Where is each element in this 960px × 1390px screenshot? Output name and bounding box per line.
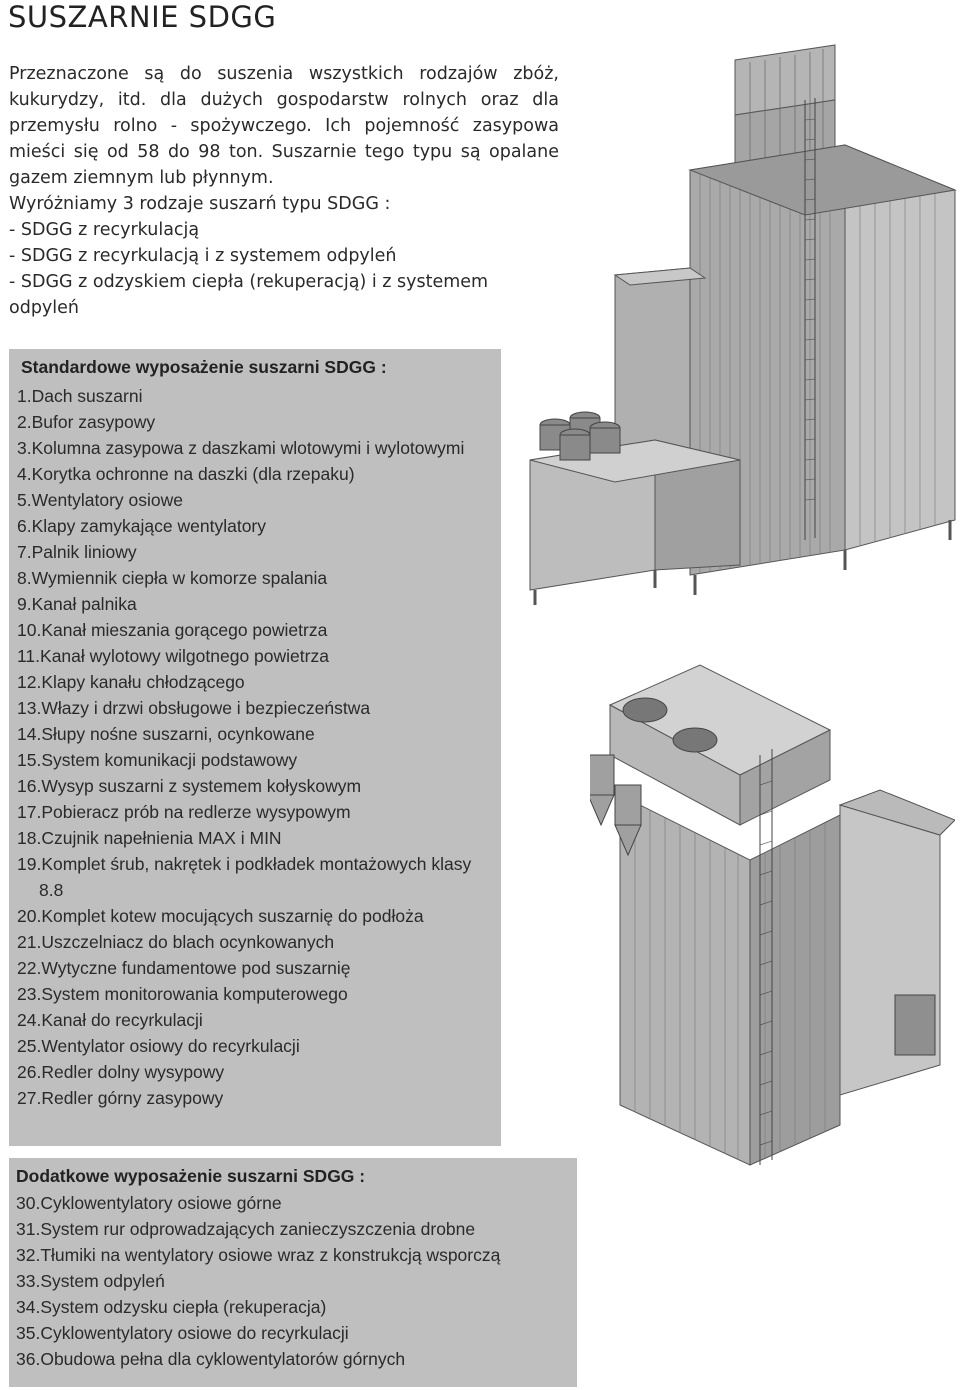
list-item: 21.Uszczelniacz do blach ocynkowanych [17,932,335,952]
type-item: - SDGG z recyrkulacją i z systemem odpyleń [9,246,397,266]
list-item: 2.Bufor zasypowy [17,412,156,432]
additional-equipment-list [16,1190,571,1372]
dryer-illustration-bottom [590,635,955,1175]
list-item: 14.Słupy nośne suszarni, ocynkowane [17,724,315,744]
list-item: 24.Kanał do recyrkulacji [17,1010,203,1030]
intro-line: mieści się od 58 do 98 ton. Suszarnie tego typu są opalane [9,142,559,162]
intro-text [9,61,559,321]
list-item: 25.Wentylator osiowy do recyrkulacji [17,1036,300,1056]
list-item: 12.Klapy kanału chłodzącego [17,672,245,692]
intro-line: kukurydzy, itd. dla dużych gospodarstw rolnych oraz dla [9,90,559,110]
list-item: 1.Dach suszarni [17,386,143,406]
list-item: 15.System komunikacji podstawowy [17,750,298,770]
type-item: - SDGG z recyrkulacją [9,220,200,240]
type-item: - SDGG z odzyskiem ciepła (rekuperacją) i z systemem odpyleń [9,272,489,318]
list-item: 31.System rur odprowadzających zanieczyszczenia drobne [16,1219,476,1239]
standard-equipment-box [9,349,501,1146]
list-item: 3.Kolumna zasypowa z daszkami wlotowymi i wylotowymi [17,438,465,458]
list-item: 19.Komplet śrub, nakrętek i podkładek montażowych klasy 8.8 [17,854,472,900]
list-item: 27.Redler górny zasypowy [17,1088,224,1108]
list-item: 9.Kanał palnika [17,594,137,614]
list-item: 26.Redler dolny wysypowy [17,1062,225,1082]
list-item: 16.Wysyp suszarni z systemem kołyskowym [17,776,362,796]
list-item: 30.Cyklowentylatory osiowe górne [16,1193,282,1213]
list-item: 10.Kanał mieszania gorącego powietrza [17,620,328,640]
additional-equipment-heading: Dodatkowe wyposażenie suszarni SDGG : [16,1166,366,1186]
list-item: 32.Tłumiki na wentylatory osiowe wraz z konstrukcją wsporczą [16,1245,501,1265]
intro-line: przemysłu rolno - spożywczego. Ich pojemność zasypowa [9,116,559,136]
page-title: SUSZARNIE SDGG [8,0,277,34]
list-item: 23.System monitorowania komputerowego [17,984,348,1004]
list-item: 8.Wymiennik ciepła w komorze spalania [17,568,328,588]
types-heading: Wyróżniamy 3 rodzaje suszarń typu SDGG : [9,194,391,214]
list-item: 22.Wytyczne fundamentowe pod suszarnię [17,958,351,978]
intro-line: Przeznaczone są do suszenia wszystkich rodzajów zbóż, [9,64,559,84]
list-item: 7.Palnik liniowy [17,542,137,562]
additional-equipment-box [9,1158,577,1387]
standard-equipment-list [17,383,487,1111]
list-item: 36.Obudowa pełna dla cyklowentylatorów górnych [16,1349,406,1369]
list-item: 17.Pobieracz prób na redlerze wysypowym [17,802,351,822]
list-item: 5.Wentylatory osiowe [17,490,184,510]
list-item: 35.Cyklowentylatory osiowe do recyrkulacji [16,1323,349,1343]
standard-equipment-heading: Standardowe wyposażenie suszarni SDGG : [21,357,387,377]
list-item: 6.Klapy zamykające wentylatory [17,516,266,536]
list-item: 18.Czujnik napełnienia MAX i MIN [17,828,282,848]
dryer-illustration-top [505,40,960,610]
list-item: 4.Korytka ochronne na daszki (dla rzepaku) [17,464,355,484]
list-item: 20.Komplet kotew mocujących suszarnię do podłoża [17,906,424,926]
list-item: 13.Włazy i drzwi obsługowe i bezpieczeństwa [17,698,371,718]
intro-line: gazem ziemnym lub płynnym. [9,168,274,188]
list-item: 33.System odpyleń [16,1271,165,1291]
list-item: 11.Kanał wylotowy wilgotnego powietrza [17,646,329,666]
list-item: 34.System odzysku ciepła (rekuperacja) [16,1297,327,1317]
